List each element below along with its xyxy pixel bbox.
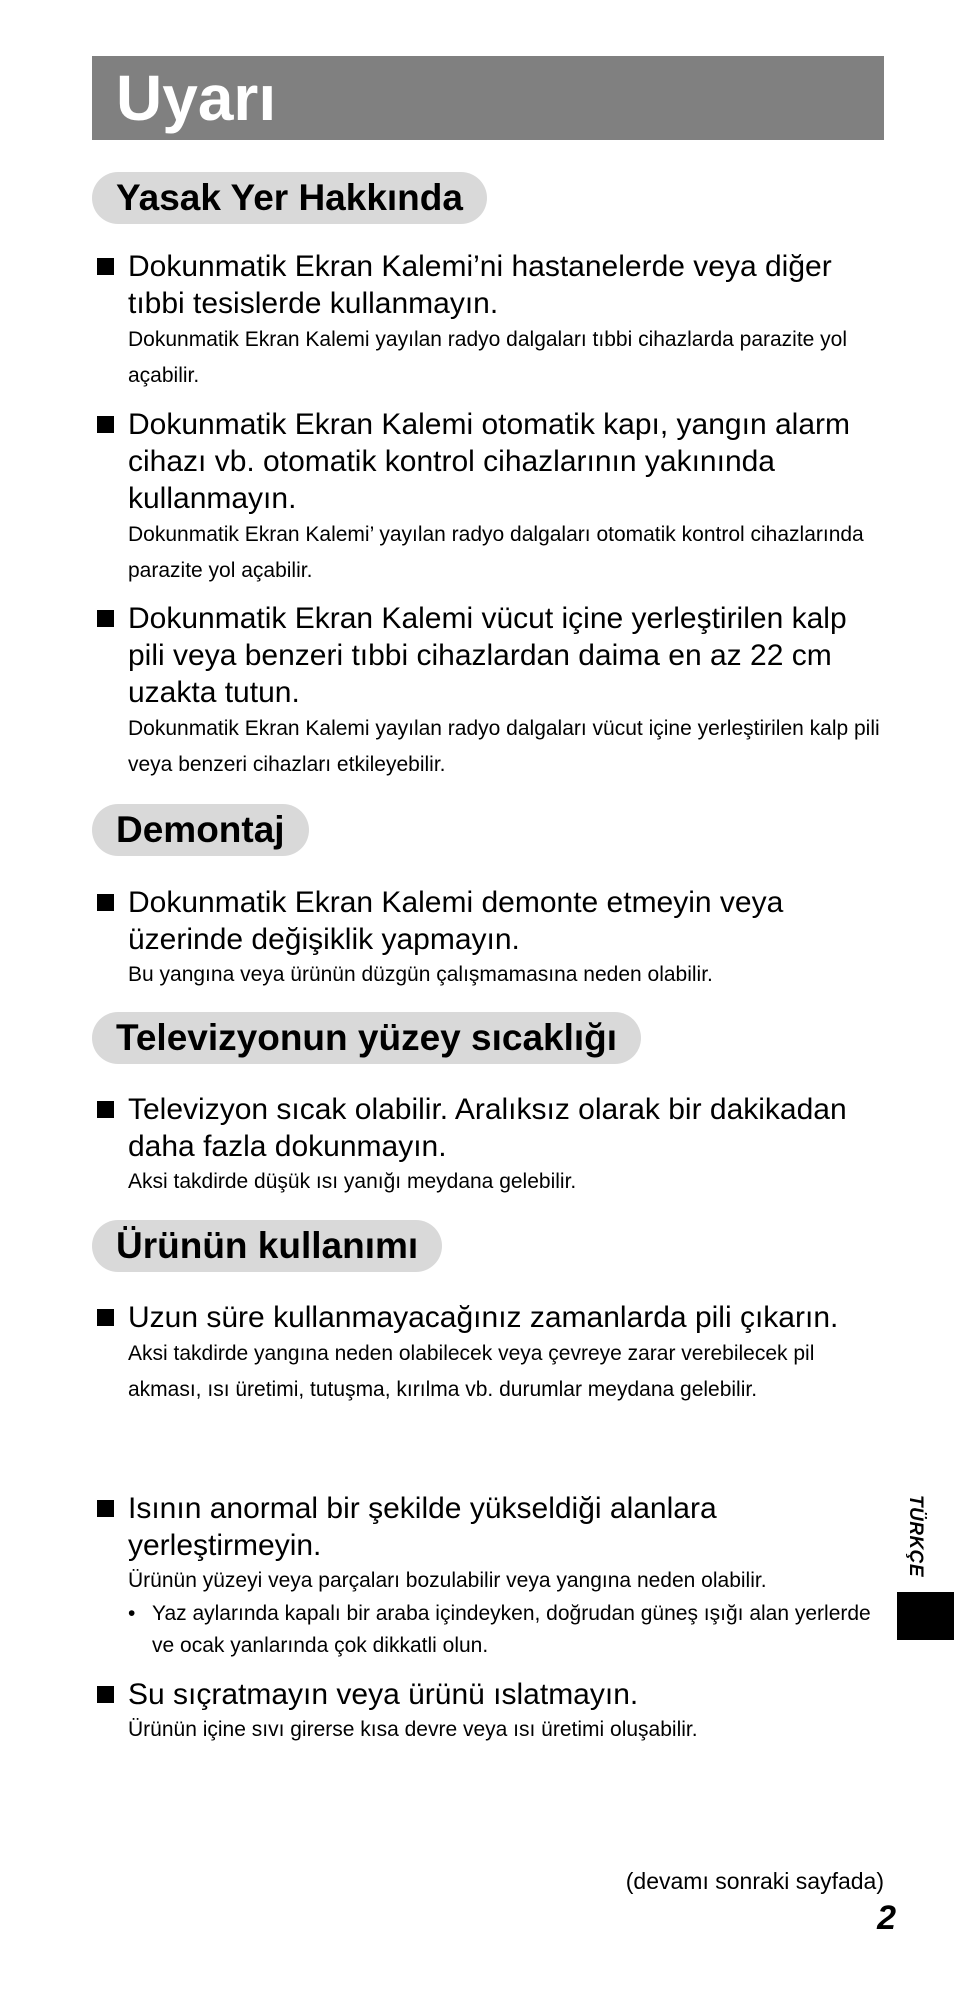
warning-main-text: Dokunmatik Ekran Kalemi demonte etmeyin veya üzerinde değişiklik yapmayın. — [128, 886, 784, 956]
language-side-label — [895, 1488, 935, 1584]
warning-description: Bu yangına veya ürünün düzgün çalışmamasına neden olabilir. — [128, 963, 713, 986]
square-bullet-icon — [97, 1309, 114, 1326]
square-bullet-icon — [97, 1500, 114, 1517]
warning-main-text: Dokunmatik Ekran Kalemi vücut içine yerleştirilen kalp pili veya benzeri tıbbi cihazlardan daima en az 22 cm uzakta tutun. — [128, 602, 847, 709]
section-heading: Ürünün kullanımı — [92, 1220, 442, 1272]
warning-list — [92, 600, 884, 783]
warning-item — [92, 1091, 884, 1199]
section-disassembly — [92, 804, 884, 856]
section-heading: Yasak Yer Hakkında — [92, 172, 487, 224]
warning-description: Ürünün yüzeyi veya parçaları bozulabilir veya yangına neden olabilir. — [128, 1569, 767, 1592]
square-bullet-icon — [97, 1686, 114, 1703]
square-bullet-icon — [97, 610, 114, 627]
warning-list — [92, 1490, 884, 1662]
warning-main-text: Su sıçratmayın veya ürünü ıslatmayın. — [128, 1678, 639, 1711]
section-heading: Televizyonun yüzey sıcaklığı — [92, 1012, 641, 1064]
language-label-text: TÜRKÇE — [905, 1494, 927, 1578]
warning-description: Dokunmatik Ekran Kalemi’ yayılan radyo dalgaları otomatik kontrol cihazlarında parazite yol açabilir. — [128, 523, 864, 582]
square-bullet-icon — [97, 416, 114, 433]
warning-item — [92, 884, 884, 992]
warning-description: Dokunmatik Ekran Kalemi yayılan radyo dalgaları vücut içine yerleştirilen kalp pili veya benzeri cihazları etkileyebilir. — [128, 717, 880, 776]
warning-list — [92, 406, 884, 589]
warning-list — [92, 248, 884, 394]
warning-list — [92, 1676, 884, 1747]
square-bullet-icon — [97, 894, 114, 911]
warning-item — [92, 406, 884, 589]
section-heading: Demontaj — [92, 804, 309, 856]
warning-list — [92, 1299, 884, 1408]
square-bullet-icon — [97, 1101, 114, 1118]
warning-item — [92, 600, 884, 783]
warning-description: Dokunmatik Ekran Kalemi yayılan radyo dalgaları tıbbi cihazlarda parazite yol açabilir. — [128, 328, 848, 387]
warning-main-text: Dokunmatik Ekran Kalemi’ni hastanelerde veya diğer tıbbi tesislerde kullanmayın. — [128, 250, 832, 320]
section-tv-surface-temperature — [92, 1012, 884, 1064]
section-forbidden-places — [92, 172, 884, 224]
sub-note — [128, 1598, 884, 1662]
page-number: 2 — [877, 1899, 896, 1937]
warning-main-text: Isının anormal bir şekilde yükseldiği alanlara yerleştirmeyin. — [128, 1492, 717, 1562]
warning-item — [92, 1676, 884, 1747]
warning-item — [92, 1299, 884, 1408]
warning-description: Aksi takdirde düşük ısı yanığı meydana gelebilir. — [128, 1170, 577, 1193]
warning-main-text: Televizyon sıcak olabilir. Aralıksız olarak bir dakikadan daha fazla dokunmayın. — [128, 1093, 847, 1163]
dot-bullet-icon: • — [128, 1602, 136, 1625]
language-thumb-tab — [897, 1592, 954, 1640]
warning-list — [92, 1091, 884, 1199]
warning-item — [92, 248, 884, 394]
section-product-use — [92, 1220, 884, 1272]
warning-list — [92, 884, 884, 992]
sub-note-text: Yaz aylarında kapalı bir araba içindeyken, doğrudan güneş ışığı alan yerlerde ve ocak yanlarında çok dikkatli olun. — [152, 1602, 871, 1657]
warning-main-text: Uzun süre kullanmayacağınız zamanlarda pili çıkarın. — [128, 1301, 839, 1334]
warning-main-text: Dokunmatik Ekran Kalemi otomatik kapı, yangın alarm cihazı vb. otomatik kontrol cihazlarının yakınında kullanmayın. — [128, 408, 850, 515]
warning-description: Ürünün içine sıvı girerse kısa devre veya ısı üretimi oluşabilir. — [128, 1718, 698, 1741]
warning-item — [92, 1490, 884, 1662]
warning-description: Aksi takdirde yangına neden olabilecek veya çevreye zarar verebilecek pil akması, ısı üretimi, tutuşma, kırılma vb. durumlar meydana gelebilir. — [128, 1342, 815, 1401]
page-title: Uyarı — [92, 56, 884, 140]
square-bullet-icon — [97, 258, 114, 275]
continued-note: (devamı sonraki sayfada) — [625, 1868, 884, 1894]
